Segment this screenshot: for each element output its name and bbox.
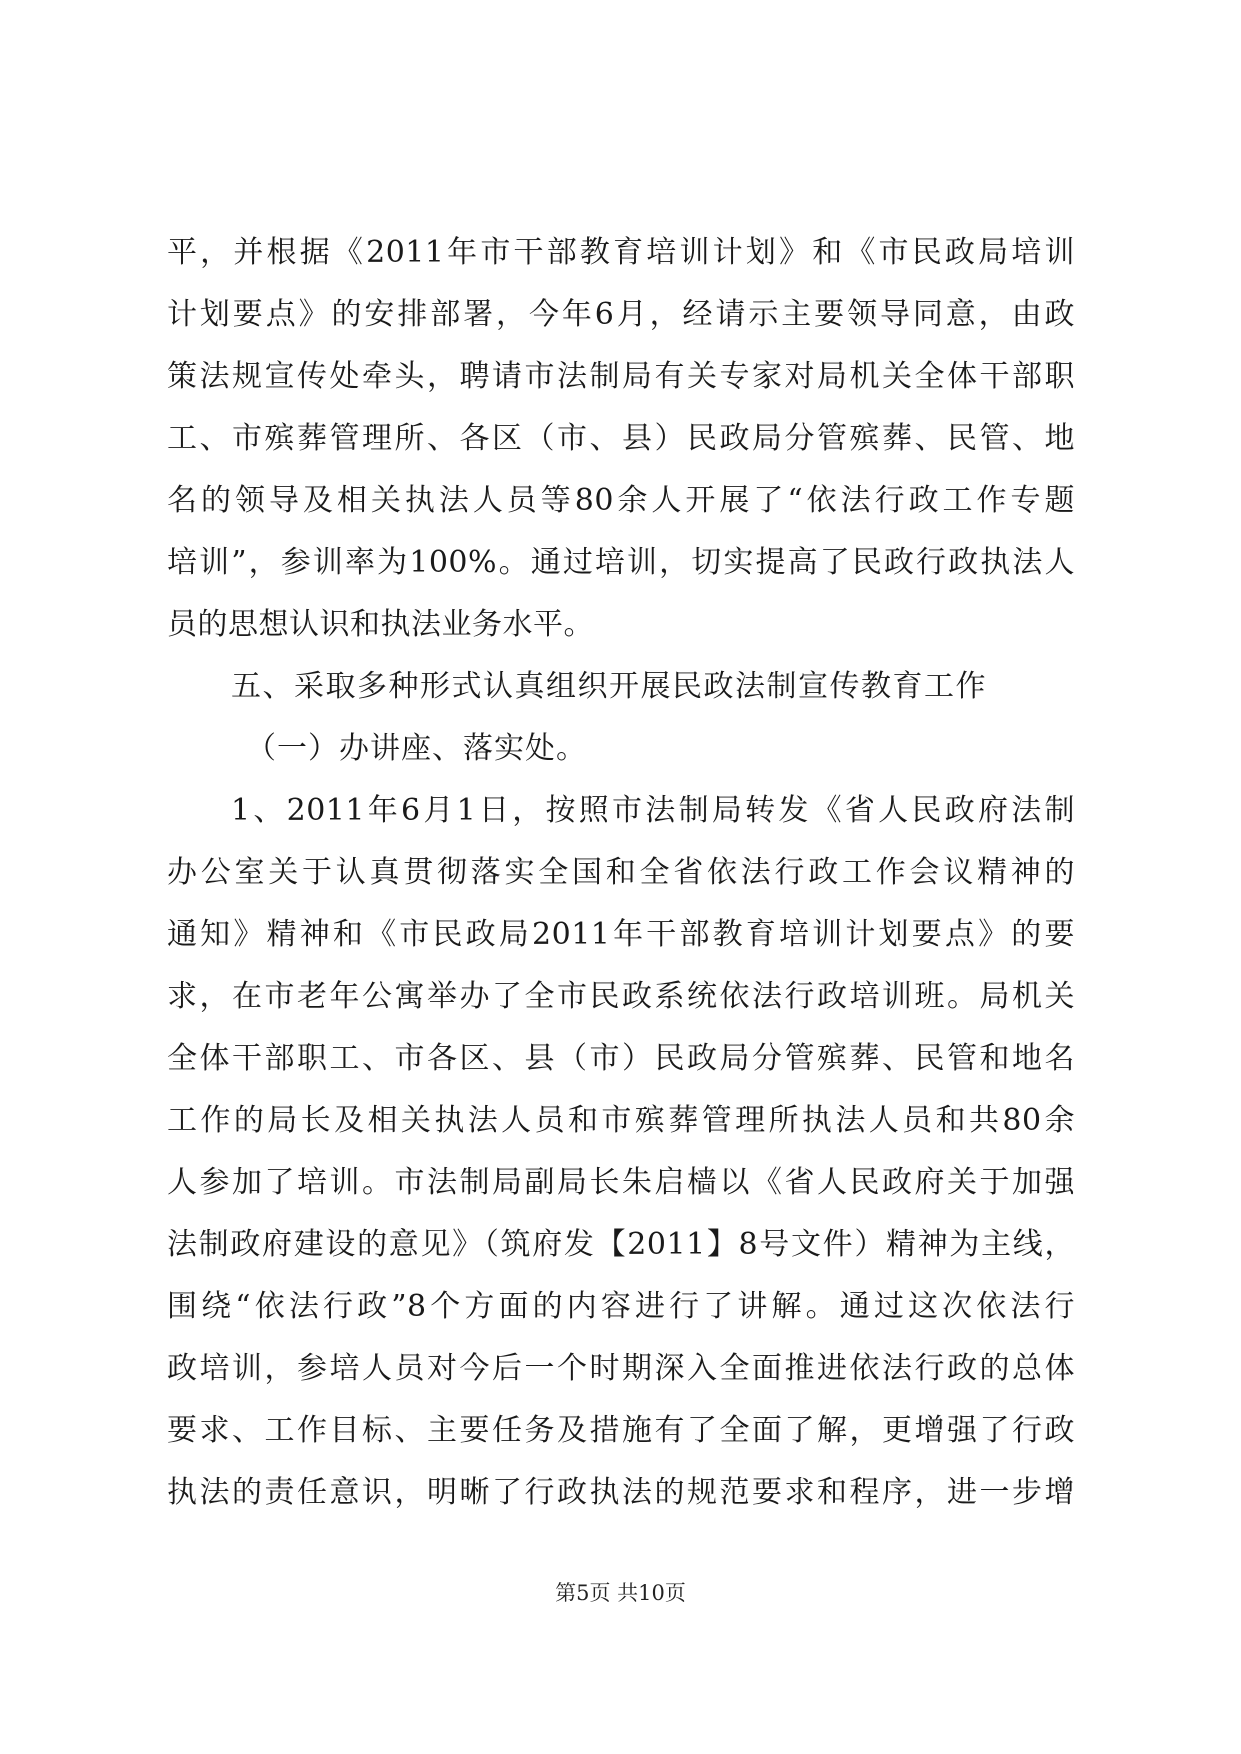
text-line: 策法规宣传处牵头，聘请市法制局有关专家对局机关全体干部职 [167, 359, 1075, 394]
text-line: 员的思想认识和执法业务水平。 [167, 607, 594, 642]
text-line: 政培训，参培人员对今后一个时期深入全面推进依法行政的总体 [167, 1351, 1075, 1386]
text-line: 全体干部职工、市各区、县（市）民政局分管殡葬、民管和地名 [167, 1041, 1075, 1076]
page-number-footer: 第5页 共10页 [555, 1581, 686, 1605]
text-line: 工、市殡葬管理所、各区（市、县）民政局分管殡葬、民管、地 [167, 421, 1075, 456]
section-heading: 五、采取多种形式认真组织开展民政法制宣传教育工作 [231, 669, 987, 704]
text-line: 办公室关于认真贯彻落实全国和全省依法行政工作会议精神的 [167, 855, 1075, 890]
text-line: 通知》精神和《市民政局2011年干部教育培训计划要点》的要 [167, 917, 1075, 952]
text-line: 名的领导及相关执法人员等80余人开展了“依法行政工作专题 [167, 483, 1075, 518]
text-line: 人参加了培训。市法制局副局长朱启樯以《省人民政府关于加强 [167, 1165, 1075, 1200]
subsection-heading: （一）办讲座、落实处。 [246, 731, 587, 766]
text-line: 培训”，参训率为100%。通过培训，切实提高了民政行政执法人 [167, 545, 1075, 580]
text-line: 法制政府建设的意见》（筑府发【2011】8号文件）精神为主线， [167, 1227, 1075, 1262]
text-line: 执法的责任意识，明晰了行政执法的规范要求和程序，进一步增 [167, 1475, 1075, 1510]
text-line: 计划要点》的安排部署，今年6月，经请示主要领导同意，由政 [167, 297, 1075, 332]
text-line: 1、2011年6月1日，按照市法制局转发《省人民政府法制 [231, 793, 1075, 828]
text-line: 要求、工作目标、主要任务及措施有了全面了解，更增强了行政 [167, 1413, 1075, 1448]
text-line: 围绕“依法行政”8个方面的内容进行了讲解。通过这次依法行 [167, 1289, 1075, 1324]
text-line: 求，在市老年公寓举办了全市民政系统依法行政培训班。局机关 [167, 979, 1075, 1014]
text-line: 平，并根据《2011年市干部教育培训计划》和《市民政局培训 [167, 235, 1075, 270]
text-line: 工作的局长及相关执法人员和市殡葬管理所执法人员和共80余 [167, 1103, 1075, 1138]
